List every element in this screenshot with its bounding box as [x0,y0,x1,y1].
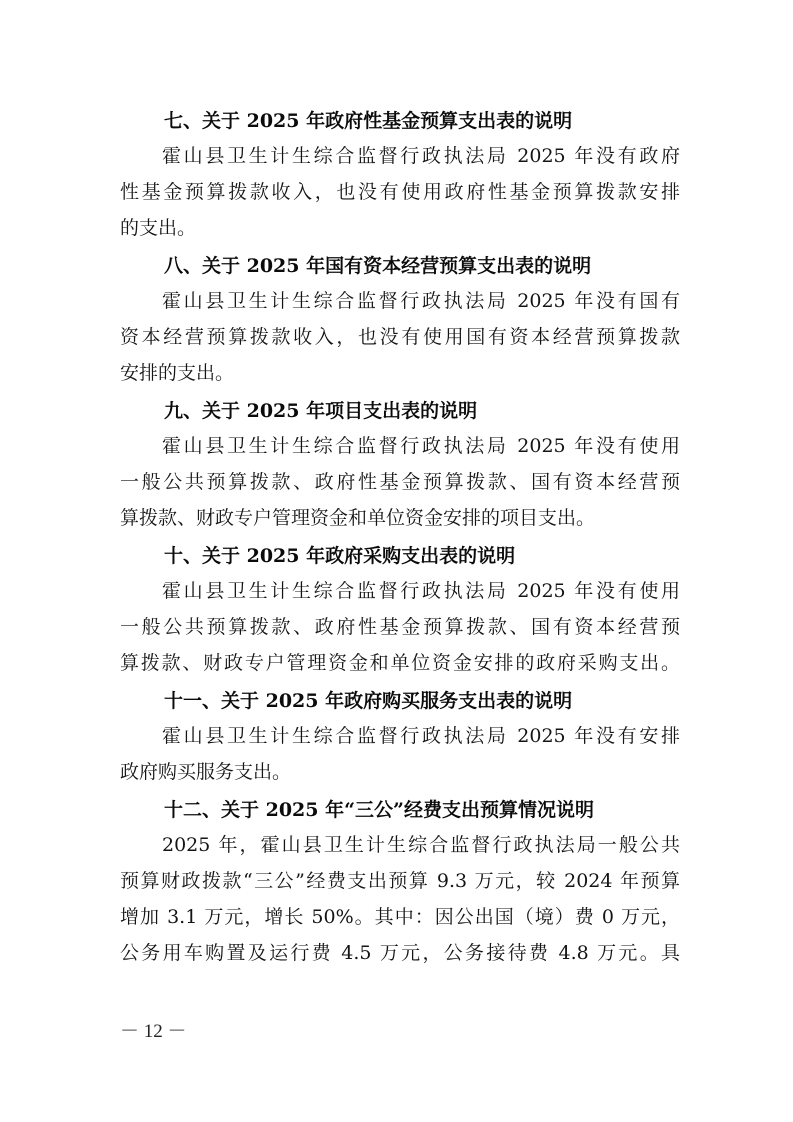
section-heading: 十一、关于 2025 年政府购买服务支出表的说明 [164,690,573,712]
paragraph-line: 的支出。 [120,217,197,239]
section-heading: 七、关于 2025 年政府性基金预算支出表的说明 [164,110,573,132]
paragraph-line: 霍山县卫生计生综合监督行政执法局 2025 年没有使用 [162,435,680,457]
paragraph-line: 资本经营预算拨款收入，也没有使用国有资本经营预算拨款 [120,326,680,348]
section-9 [120,394,680,536]
section-12 [120,793,680,971]
paragraph-line: 霍山县卫生计生综合监督行政执法局 2025 年没有国有 [162,290,680,312]
document-body [120,104,680,974]
section-8 [120,249,680,391]
paragraph-line: 2025 年，霍山县卫生计生综合监督行政执法局一般公共 [162,834,680,856]
paragraph-line: 霍山县卫生计生综合监督行政执法局 2025 年没有使用 [162,580,680,602]
section-heading: 十、关于 2025 年政府采购支出表的说明 [164,545,516,567]
section-heading: 九、关于 2025 年项目支出表的说明 [164,400,478,422]
paragraph-line: 安排的支出。 [120,362,235,384]
paragraph-line: 算拨款、财政专户管理资金和单位资金安排的项目支出。 [120,507,596,529]
section-heading: 八、关于 2025 年国有资本经营预算支出表的说明 [164,255,592,277]
paragraph-line: 性基金预算拨款收入，也没有使用政府性基金预算拨款安排 [120,181,680,203]
section-10 [120,539,680,681]
page-number: － 12 － [120,1021,187,1042]
section-11 [120,684,680,790]
paragraph-line: 霍山县卫生计生综合监督行政执法局 2025 年没有安排 [162,725,680,747]
section-heading: 十二、关于 2025 年“三公”经费支出预算情况说明 [164,799,594,821]
section-7 [120,104,680,246]
paragraph-line: 增加 3.1 万元，增长 50%。其中：因公出国（境）费 0 万元， [120,906,680,928]
paragraph-line: 算拨款、财政专户管理资金和单位资金安排的政府采购支出。 [120,652,680,674]
paragraph-line: 霍山县卫生计生综合监督行政执法局 2025 年没有政府 [162,145,680,167]
paragraph-line: 公务用车购置及运行费 4.5 万元，公务接待费 4.8 万元。具 [120,942,680,964]
paragraph-line: 一般公共预算拨款、政府性基金预算拨款、国有资本经营预 [120,471,680,493]
paragraph-line: 预算财政拨款“三公”经费支出预算 9.3 万元，较 2024 年预算 [120,870,680,892]
paragraph-line: 政府购买服务支出。 [120,761,292,783]
paragraph-line: 一般公共预算拨款、政府性基金预算拨款、国有资本经营预 [120,616,680,638]
